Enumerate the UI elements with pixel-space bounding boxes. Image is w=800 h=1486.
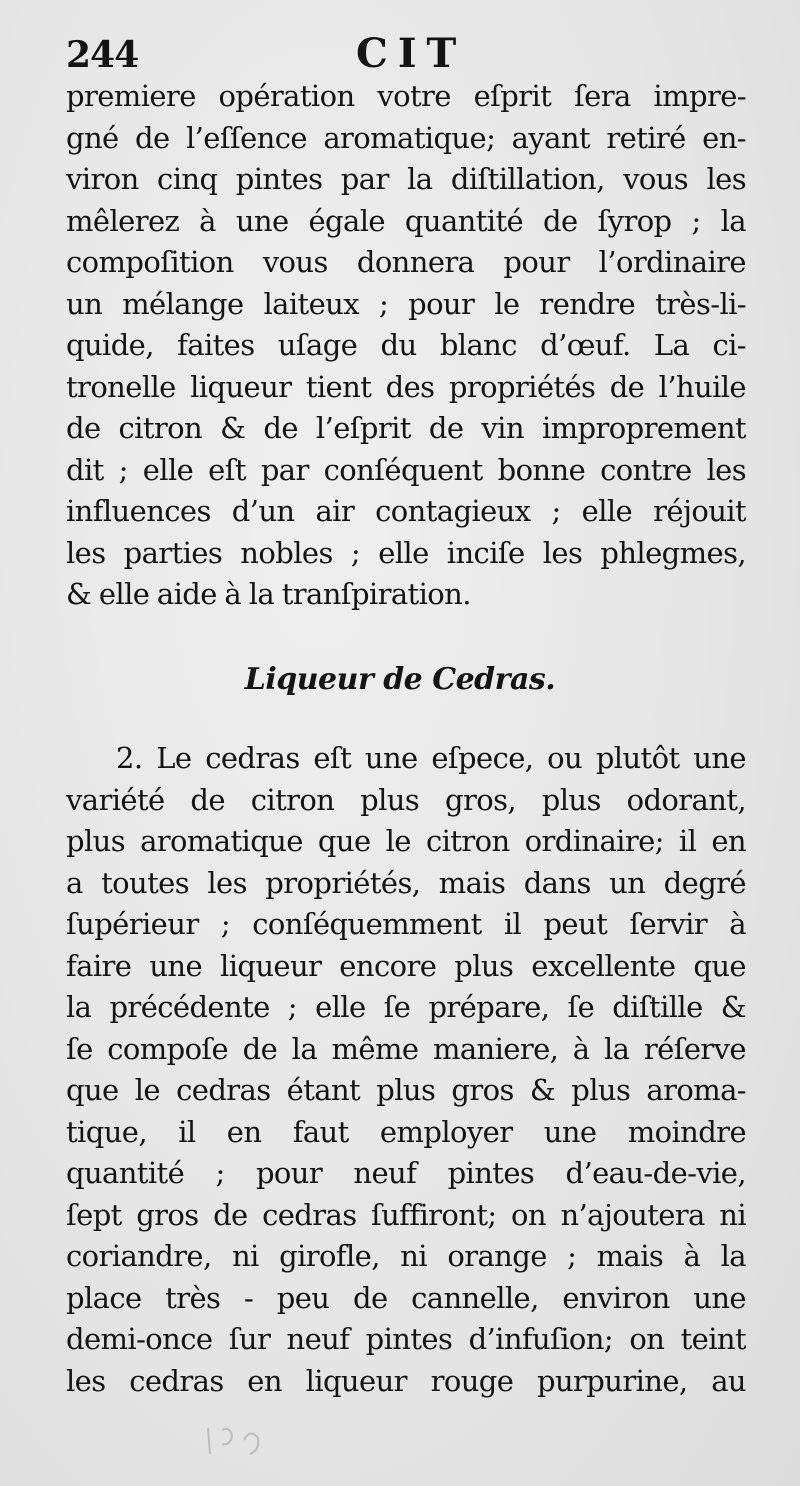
text-line: coriandre, ni girofle, ni orange ; mais à la: [66, 1239, 746, 1273]
text-line: que le cedras étant plus gros & plus aroma-: [66, 1073, 746, 1107]
paragraph-citronelle: [66, 76, 746, 616]
text-line: variété de citron plus gros, plus odorant,: [66, 782, 746, 817]
text-line: viron cinq pintes par la diſtillation, vous les: [66, 162, 746, 196]
text-line: & elle aide à la tranſpiration.: [66, 577, 471, 611]
text-line: quantité ; pour neuf pintes d’eau-de-vie,: [66, 1156, 746, 1190]
text-line: dit ; elle eſt par conſéquent bonne contre les: [66, 452, 746, 487]
text-line: ſe compoſe de la même maniere, à la réſerve: [66, 1031, 746, 1066]
text-line: plus aromatique que le citron ordinaire; il en: [66, 824, 746, 858]
text-line: 2. Le cedras eſt une eſpece, ou plutôt une: [116, 741, 746, 775]
page-number: 244: [66, 34, 139, 76]
text-line: faire une liqueur encore plus excellente que: [66, 948, 746, 983]
text-line: la précédente ; elle ſe prépare, ſe diſtille &: [66, 990, 746, 1024]
text-line: un mélange laiteux ; pour le rendre très-li-: [66, 286, 746, 321]
text-line: les cedras en liqueur rouge purpurine, au: [66, 1363, 746, 1398]
text-line: influences d’un air contagieux ; elle réjouit: [66, 494, 746, 528]
text-line: a toutes les propriétés, mais dans un degré: [66, 865, 746, 900]
text-line: premiere opération votre eſprit ſera impre-: [66, 79, 746, 113]
text-line: quide, faites uſage du blanc d’œuf. La ci-: [66, 328, 746, 362]
text-line: place très - peu de cannelle, environ une: [66, 1280, 746, 1315]
text-line: tique, il en faut employer une moindre: [66, 1114, 746, 1149]
section-heading: Liqueur de Cedras.: [244, 662, 556, 697]
text-line: gné de l’eſſence aromatique; ayant retiré en-: [66, 120, 746, 155]
show-through-mark: [200, 1420, 270, 1460]
text-line: compoſition vous donnera pour l’ordinaire: [66, 245, 746, 279]
text-line: les parties nobles ; elle inciſe les phlegmes,: [66, 535, 746, 570]
paragraph-cedras: [66, 738, 746, 1402]
text-line: de citron & de l’eſprit de vin improprement: [66, 411, 746, 445]
running-head: CIT: [356, 30, 467, 77]
text-line: ſept gros de cedras ſuffiront; on n’ajoutera ni: [66, 1197, 746, 1232]
text-line: ſupérieur ; conſéquemment il peut ſervir à: [66, 907, 746, 941]
text-line: demi-once ſur neuf pintes d’infuſion; on teint: [66, 1322, 746, 1356]
text-line: tronelle liqueur tient des propriétés de l’huile: [66, 369, 746, 404]
text-line: mêlerez à une égale quantité de ſyrop ; la: [66, 203, 746, 238]
page-header: [66, 30, 760, 78]
